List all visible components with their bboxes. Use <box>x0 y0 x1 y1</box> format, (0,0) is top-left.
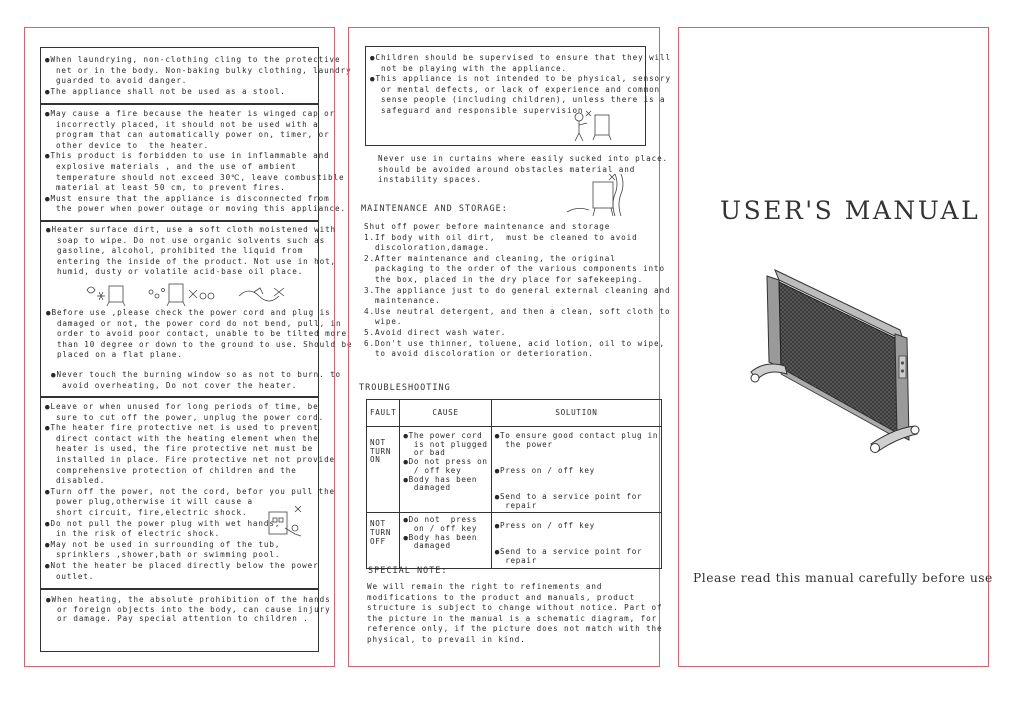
manual-title: USER'S MANUAL <box>720 196 981 225</box>
table-row <box>367 427 662 513</box>
warning-box-laundry <box>40 47 352 104</box>
troubleshooting-heading: TROUBLESHOOTING <box>359 383 451 393</box>
laundry-warning-text: ●When laundrying, non-clothing cling to the protective net or in the body. Non-baking bulky clothing, laundry guarded to avoid danger. ●The appliance shall not be used as a stool. <box>45 55 352 96</box>
table-row <box>367 513 662 568</box>
fault-cell: NOT TURN ON <box>367 427 400 513</box>
fire-warning-text: ●May cause a fire because the heater is winged cap or incorrectly placed, it should not be used with a program that can automatically power on, timer, or other device to the heater. ●This product is forbidden to use in inflammable and explosive materials , and the use of ambient temperature should not exceed 30℃, leave combustible material at least 50 cm, to prevent fires. ●Must ensure that the appliance is disconnected from the power when power outage or moving this appliance. <box>45 109 346 214</box>
fault-cell: NOT TURN OFF <box>367 513 400 568</box>
cause-cell: ●Do not press on / off key ●Body has been damaged <box>400 513 491 568</box>
hands-warning-text: ●When heating, the absolute prohibition of the hands or foreign objects into the body, can cause injury or damage. Pay special attention to children . <box>46 595 331 624</box>
heater-product-illustration <box>745 268 925 456</box>
solution-column-header: SOLUTION <box>491 400 661 427</box>
supervision-box <box>365 46 671 146</box>
wet-hands-plug-illustration <box>267 504 309 540</box>
maintenance-instructions: Shut off power before maintenance and storage 1.If body with oil dirt, must be cleaned to avoid discoloration,damage. 2.After maintenance and cleaning, the original packaging to the order of the various components into the box, placed in the dry place for safekeeping. 3.The appliance just to do general external cleaning and maintenance. 4.Use neutral detergent, and then a clean, soft cloth to wipe. 5.Avoid direct wash water. 6.Don't use thinner, toluene, acid lotion, oil to wipe, to avoid discoloration or deterioration. <box>364 222 671 359</box>
warning-box-power <box>40 397 336 589</box>
cause-cell: ●The power cord is not plugged or bad ●Do not press on / off key ●Body has been damaged <box>400 427 491 513</box>
cause-column-header: CAUSE <box>400 400 491 427</box>
troubleshooting-table <box>366 399 662 569</box>
curtain-warning-text: Never use in curtains where easily sucked into place. should be avoided around obstacles material and instability spaces. <box>378 154 669 185</box>
cleaning-warning-text: ●Heater surface dirt, use a soft cloth moistened with soap to wipe. Do not use organic solvents such as gasoline, alcohol, prohibited the liquid from entering the inside of the product. Not use in hot, humid, dusty or volatile acid-base oil place. <box>46 225 337 277</box>
solution-cell: ●Press on / off key ●Send to a service point for repair <box>491 513 661 568</box>
maintenance-heading: MAINTENANCE AND STORAGE: <box>361 204 508 214</box>
warning-box-cleaning <box>40 221 353 397</box>
child-near-heater-illustration <box>569 109 617 143</box>
fault-column-header: FAULT <box>367 400 400 427</box>
manual-subtitle: Please read this manual carefully before use <box>693 571 993 585</box>
special-note-text: We will remain the right to refinements and modifications to the product and manuals, product structure is subject to change without notice. Part of the picture in the manual is a schematic diagram, for reference only, if the picture does not match with the physical, to prevail in kind. <box>367 582 663 644</box>
solution-cell: ●To ensure good contact plug in the power ●Press on / off key ●Send to a service point for repair <box>491 427 661 513</box>
curtain-heater-illustration <box>565 172 635 220</box>
power-warning-text: ●Leave or when unused for long periods of time, be sure to cut off the power, unplug the power cord. ●The heater fire protective net is used to prevent direct contact with the heating element when the heater is used, the fire protective net must be installed in place. Fire protective net not provide comprehensive protection of children and the disabled. ●Turn off the power, not the cord, befor you pull the power plug,otherwise it will cause a short circuit, fire,electric shock. ●Do not pull the power plug with wet hands, in the risk of electric shock. ●May not be used in surrounding of the tub, sprinklers ,shower,bath or swimming pool. ●Not the heater be placed directly below the power outlet. <box>45 402 336 581</box>
warning-box-hands <box>40 589 331 652</box>
special-note-heading: SPECIAL NOTE: <box>368 566 448 576</box>
supervision-text: ●Children should be supervised to ensure that they will not be playing with the appliance. ●This appliance is not intended to be physical, sensory or mental defects, or lack of experience and common sense people (including children), unless there is a safeguard and responsible supervision <box>370 53 671 115</box>
warning-box-fire <box>40 104 346 221</box>
table-header-row <box>367 400 662 427</box>
burning-window-warning-text: ●Never touch the burning window so as not to burn. to avoid overheating, Do not cover the heater. <box>51 370 342 390</box>
power-cord-warning-text: ●Before use ,please check the power cord and plug is damaged or not, the power cord do not bend, pull, in order to avoid poor contact, unable to be tilted more than 10 degree or down to the ground to use. Should be placed on a flat plane. <box>46 308 353 360</box>
